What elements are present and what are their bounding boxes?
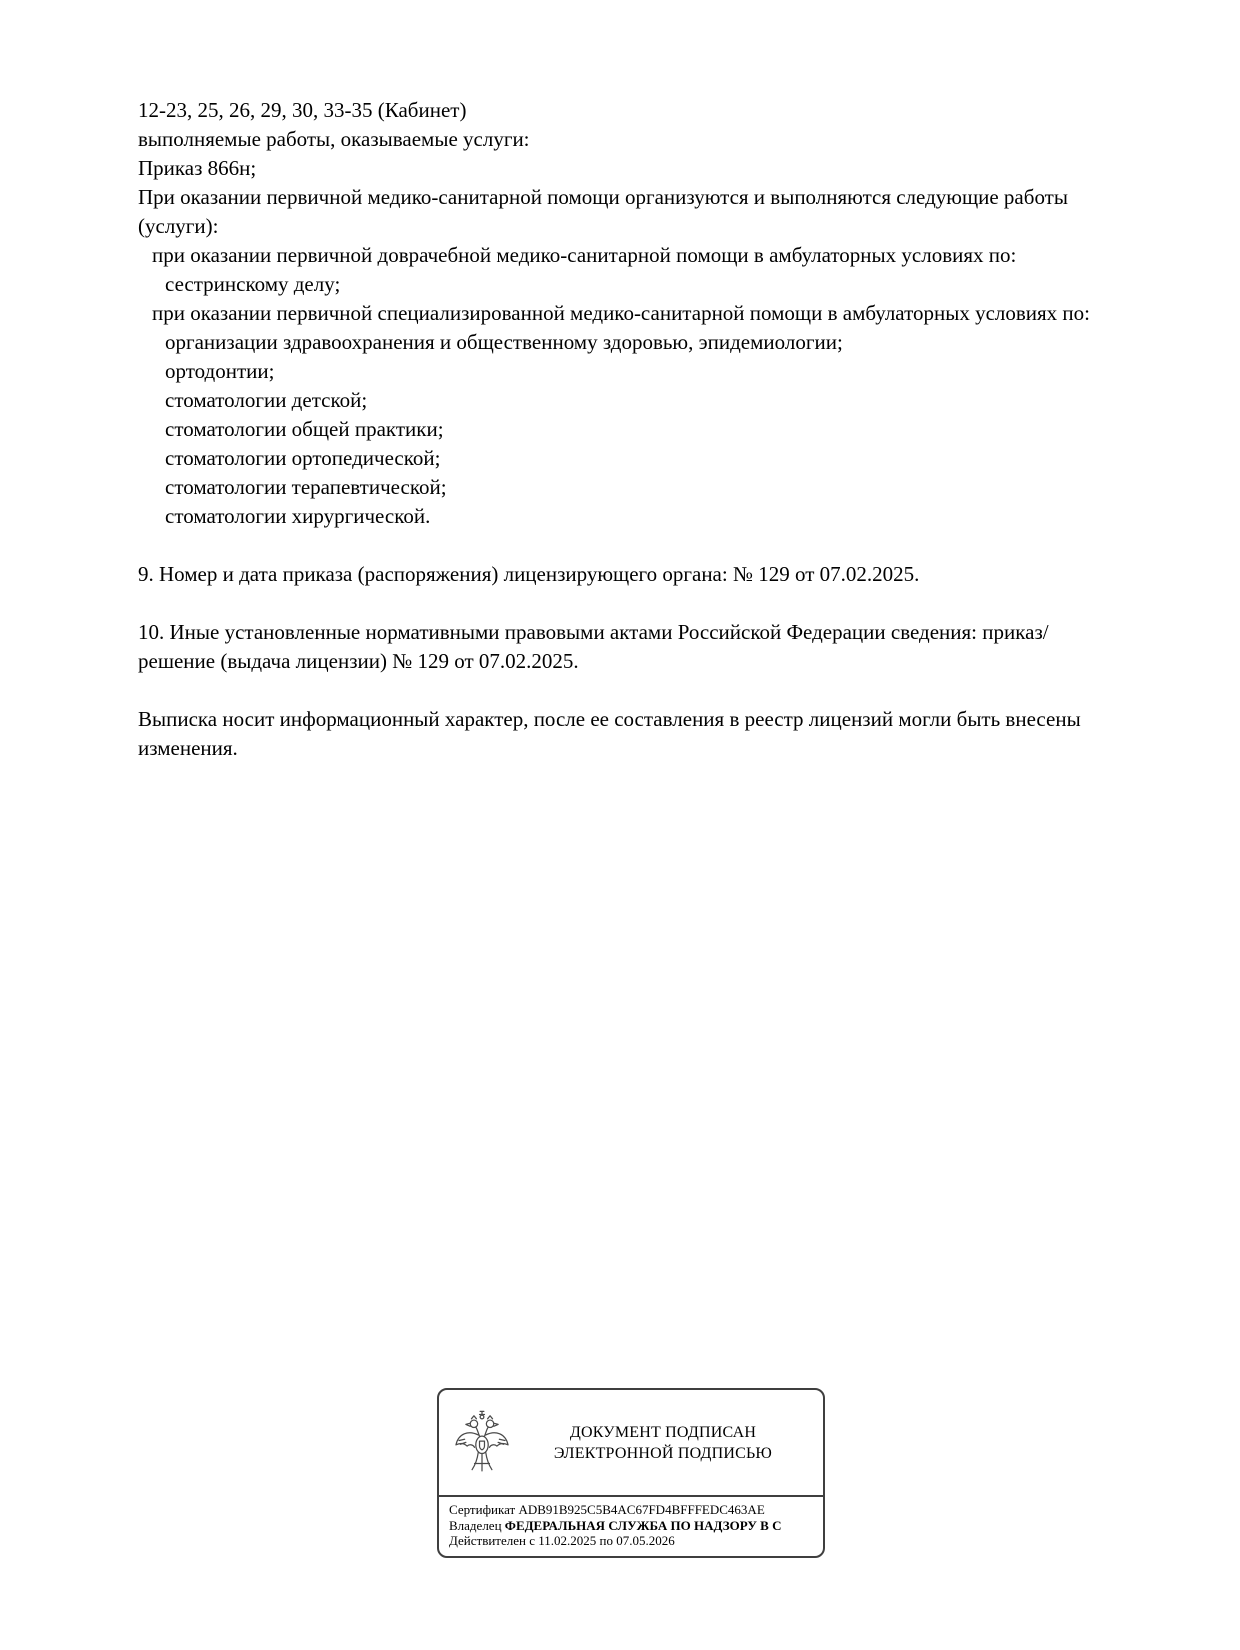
- paragraph-other-info: 10. Иные установленные нормативными правовыми актами Российской Федерации сведения: приказ/решение (выдача лицензии) № 129 от 07.02.2025.: [138, 620, 1049, 673]
- paragraph-line: при оказании первичной доврачебной медико-санитарной помощи в амбулаторных условиях по:: [152, 243, 1017, 267]
- stamp-title-line1: ДОКУМЕНТ ПОДПИСАН: [569, 1423, 757, 1441]
- paragraph-line: Приказ 866н;: [138, 156, 257, 180]
- paragraph-line: при оказании первичной специализированной медико-санитарной помощи в амбулаторных условиях по:: [152, 301, 1091, 325]
- paragraph-disclaimer: Выписка носит информационный характер, после ее составления в реестр лицензий могли быть внесены изменения.: [138, 707, 1081, 760]
- paragraph-line: стоматологии общей практики;: [165, 417, 444, 441]
- paragraph-line: стоматологии хирургической.: [165, 504, 431, 528]
- stamp-title: [513, 1422, 823, 1464]
- stamp-title-line2: ЭЛЕКТРОННОЙ ПОДПИСЬЮ: [553, 1444, 773, 1462]
- paragraph-line: стоматологии детской;: [165, 388, 368, 412]
- signature-stamp: [437, 1388, 825, 1558]
- paragraph-line: стоматологии терапевтической;: [165, 475, 447, 499]
- paragraph-line: сестринскому делу;: [165, 272, 341, 296]
- paragraph-line: организации здравоохранения и общественному здоровью, эпидемиологии;: [165, 330, 843, 354]
- paragraph-line: ортодонтии;: [165, 359, 275, 383]
- stamp-details: [439, 1495, 823, 1556]
- paragraph-line: При оказании первичной медико-санитарной помощи организуются и выполняются следующие работы (услуги):: [138, 185, 1068, 238]
- paragraph-order-number: 9. Номер и дата приказа (распоряжения) лицензирующего органа: № 129 от 07.02.2025.: [138, 562, 920, 586]
- stamp-owner-row: [449, 1518, 813, 1534]
- paragraph-line: выполняемые работы, оказываемые услуги:: [138, 127, 530, 151]
- paragraph-line: 12-23, 25, 26, 29, 30, 33-35 (Кабинет): [138, 98, 467, 122]
- stamp-validity-row: Действителен с 11.02.2025 по 07.05.2026: [449, 1533, 675, 1548]
- owner-label: Владелец: [449, 1517, 502, 1533]
- certificate-value: ADB91B925C5B4AC67FD4BFFFEDC463AE: [518, 1502, 765, 1517]
- stamp-header: [439, 1390, 823, 1495]
- document-body: [138, 96, 1104, 763]
- owner-value: ФЕДЕРАЛЬНАЯ СЛУЖБА ПО НАДЗОРУ В С: [504, 1517, 782, 1533]
- certificate-label: Сертификат: [449, 1502, 516, 1517]
- stamp-certificate-row: [449, 1502, 813, 1518]
- paragraph-line: стоматологии ортопедической;: [165, 446, 441, 470]
- coat-of-arms-icon: [451, 1407, 513, 1479]
